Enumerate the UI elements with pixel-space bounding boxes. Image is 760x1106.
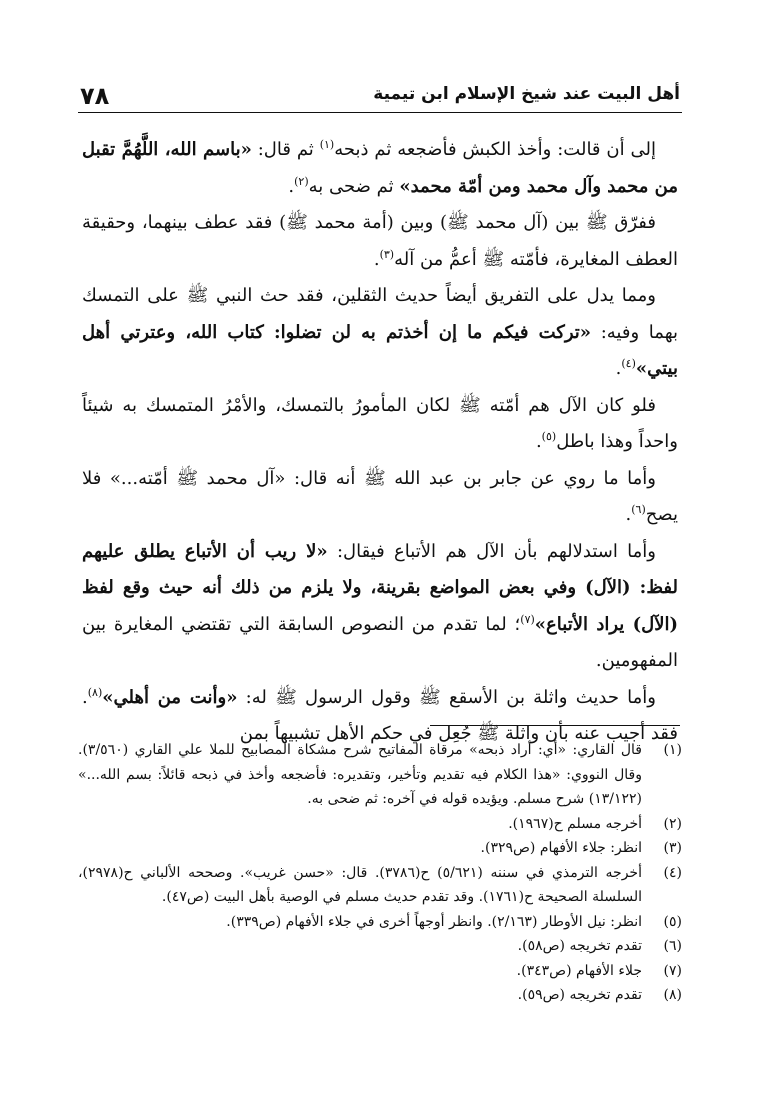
- footnote: [78, 934, 682, 959]
- footnote-text: جلاء الأفهام (ص٣٤٣).: [516, 962, 642, 979]
- footnote-text: انظر: نيل الأوطار (٢/١٦٣). وانظر أوجهاً أخرى في جلاء الأفهام (ص٣٣٩).: [226, 913, 642, 930]
- footnote-number: (٣): [663, 840, 682, 856]
- footnote-ref[interactable]: (٢): [294, 174, 309, 188]
- footnote-ref[interactable]: (٨): [87, 685, 103, 699]
- paragraph-5: وأما ما روي عن جابر بن عبد الله ﷺ أنه قال: «آل محمد ﷺ أمّته...» فلا يصح$^{(٦)}$.: [82, 467, 678, 525]
- paragraph-7: وأما حديث واثلة بن الأسقع ﷺ وقول الرسول ﷺ له: «وأنت من أهلي»$^{(٨)}$. فقد أجيب عنه بأن واثلة ﷺ جُعِل في حكم الأهل تشبيهاً بمن: [82, 685, 678, 744]
- footnotes: [78, 738, 682, 1008]
- page-header: [78, 80, 682, 114]
- paragraph-6: وأما استدلالهم بأن الآل هم الأتباع فيقال: «لا ريب أن الأتباع يطلق عليهم لفظ: (الآل) وفي بعض المواضع بقرينة، ولا يلزم من ذلك أنه حيث وقع لفظ (الآل) يراد الأتباع»$^{(٧)}$؛ لما تقدم من النصوص السابقة التي تقتضي المغايرة بين المفهومين.: [82, 540, 678, 671]
- footnote-number: (٥): [663, 913, 682, 930]
- footnote-divider: [430, 725, 680, 726]
- footnote-text: أخرجه مسلم ح(١٩٦٧).: [508, 815, 642, 832]
- header-divider: [78, 112, 682, 113]
- footnote: [78, 861, 682, 910]
- footnote-ref[interactable]: (٤): [621, 357, 636, 370]
- page-number: ٧٨: [80, 82, 110, 110]
- footnote: [78, 812, 682, 837]
- footnote: [78, 983, 682, 1008]
- footnote: [78, 738, 682, 812]
- footnote: [78, 836, 682, 861]
- paragraph-3: ومما يدل على التفريق أيضاً حديث الثقلين، فقد حث النبي ﷺ على التمسك بهما وفيه: «تركت فيكم ما إن أخذتم به لن تضلوا: كتاب الله، وعترتي أهل بيتي»$^{(٤)}$.: [82, 285, 678, 379]
- hadith-quote: «باسم الله، اللَّهُمَّ تقبل من محمد وآل محمد ومن أمّة محمد»: [82, 139, 678, 197]
- hadith-quote: «تركت فيكم ما إن أخذتم به لن تضلوا: كتاب الله، وعترتي أهل بيتي»: [82, 321, 678, 379]
- paragraph-2: ففرّق ﷺ بين (آل محمد ﷺ) وبين (أمة محمد ﷺ) فقد عطف بينهما، وحقيقة العطف المغايرة، فأمّته ﷺ أعمُّ من آله$^{(٣)}$.: [82, 212, 678, 270]
- hadith-quote: «وأنت من أهلي»: [102, 686, 238, 708]
- footnote-number: (٢): [663, 815, 682, 832]
- footnote-number: (٨): [663, 987, 682, 1003]
- footnote-ref[interactable]: (٧): [520, 612, 535, 626]
- footnote-ref[interactable]: (١): [319, 138, 335, 151]
- main-text: [82, 132, 678, 753]
- running-title: أهل البيت عند شيخ الإسلام ابن تيمية: [373, 84, 680, 104]
- paragraph-1: إلى أن قالت: وأخذ الكبش فأضجعه ثم ذبحه$^{(١)}$ ثم قال: «باسم الله، اللَّهُمَّ تقبل من محمد وآل محمد ومن أمّة محمد» ثم ضحى به$^{(٢)}$.: [82, 138, 678, 197]
- quote: «لا ريب أن الأتباع يطلق عليهم لفظ: (الآل) وفي بعض المواضع بقرينة، ولا يلزم من ذلك أنه حيث وقع لفظ (الآل) يراد الأتباع»: [82, 540, 678, 635]
- footnote-number: (١): [663, 742, 682, 758]
- footnote-number: (٦): [663, 938, 682, 954]
- footnote-text: تقدم تخريجه (ص٥٨).: [517, 938, 642, 954]
- footnote-text: انظر: جلاء الأفهام (ص٣٢٩).: [480, 840, 642, 856]
- footnote-text: أخرجه الترمذي في سننه (٥/٦٢١) ح(٣٧٨٦). قال: «حسن غريب». وصححه الألباني ح(٢٩٧٨)، السلسلة الصحيحة ح(١٧٦١). وقد تقدم حديث مسلم في الوصية بأهل البيت (ص٤٧).: [78, 864, 642, 905]
- footnote: [78, 910, 682, 935]
- footnote-ref[interactable]: (٣): [379, 247, 395, 261]
- footnote-text: تقدم تخريجه (ص٥٩).: [517, 987, 642, 1003]
- footnote-number: (٧): [663, 962, 682, 979]
- footnote-ref[interactable]: (٥): [541, 430, 557, 443]
- footnote-text: قال القاري: «أي: أراد ذبحه» مرقاة المفاتيح شرح مشكاة المصابيح للملا علي القاري (٣/٥٦٠). وقال النووي: «هذا الكلام فيه تقديم وتأخير، وتقديره: فأضجعه وأخذ في ذبحه قائلاً: بسم الله...» (١٣/١٢٢) شرح مسلم. ويؤيده قوله في آخره: ثم ضحى به.: [78, 742, 642, 807]
- footnote-ref[interactable]: (٦): [631, 503, 646, 516]
- footnote-number: (٤): [663, 864, 682, 881]
- paragraph-4: فلو كان الآل هم أمّته ﷺ لكان المأمورُ بالتمسك، والأمْرُ المتمسك به شيئاً واحداً وهذا باطل$^{(٥)}$.: [82, 394, 678, 452]
- footnote: [78, 959, 682, 984]
